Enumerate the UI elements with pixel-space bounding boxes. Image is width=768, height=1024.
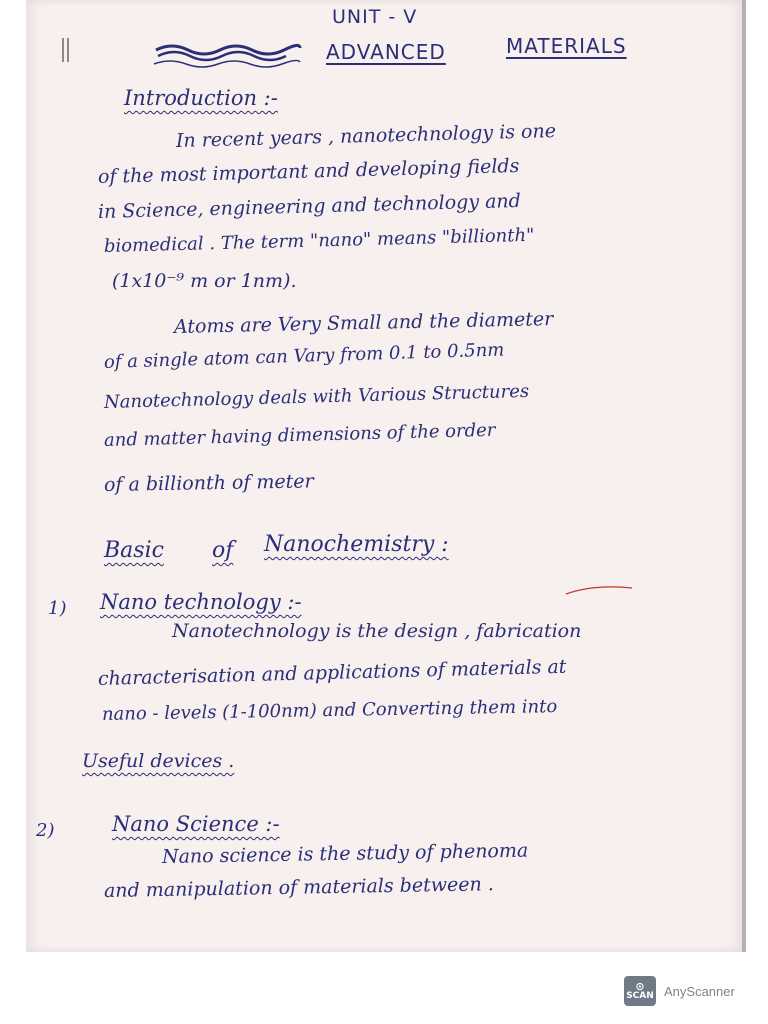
title-materials: MATERIALS	[506, 34, 627, 58]
atoms-line-1: Atoms are Very Small and the diameter	[173, 308, 554, 338]
intro-line-2: of the most important and developing fields	[97, 154, 520, 188]
scanner-logo-icon: ⊙ SCAN	[624, 976, 656, 1006]
intro-line-4: biomedical . The term "nano" means "billionth"	[103, 224, 535, 257]
crossed-out-word	[152, 36, 302, 68]
page-edge-shadow	[742, 0, 746, 952]
basic-heading-nanochemistry: Nanochemistry :	[264, 532, 449, 557]
unit-label: UNIT - V	[332, 6, 418, 28]
basic-heading-of: of	[212, 538, 234, 563]
item2-line-1: Nano science is the study of phenoma	[161, 839, 529, 868]
item1-line-1: Nanotechnology is the design , fabrication	[172, 620, 582, 642]
introduction-heading: Introduction :-	[124, 86, 278, 110]
red-pen-mark	[564, 582, 634, 598]
item2-line-2: and manipulation of materials between .	[103, 873, 494, 902]
atoms-line-2: of a single atom can Vary from 0.1 to 0.5nm	[103, 339, 505, 373]
binder-holes-mark	[60, 36, 72, 64]
scanned-page	[26, 0, 742, 952]
anyscanner-watermark	[624, 976, 735, 1006]
item1-line-4: Useful devices .	[82, 750, 235, 772]
watermark-brand: AnyScanner	[664, 983, 735, 999]
scanner-logo-text: SCAN	[626, 991, 654, 1001]
title-advanced: ADVANCED	[326, 40, 446, 64]
item2-number: 2)	[36, 820, 55, 841]
intro-line-5: (1x10⁻⁹ m or 1nm).	[112, 270, 297, 292]
atoms-line-5: of a billionth of meter	[103, 470, 314, 496]
item2-heading: Nano Science :-	[112, 812, 280, 836]
basic-heading-word: Basic	[104, 538, 164, 563]
atoms-line-4: and matter having dimensions of the order	[103, 419, 496, 451]
item1-heading: Nano technology :-	[100, 590, 302, 614]
atoms-line-3: Nanotechnology deals with Various Structures	[103, 380, 530, 413]
item1-number: 1)	[48, 598, 67, 619]
item1-line-3: nano - levels (1-100nm) and Converting them into	[101, 696, 558, 725]
intro-line-3: in Science, engineering and technology and	[97, 189, 522, 223]
item1-line-2: characterisation and applications of materials at	[97, 655, 567, 690]
intro-line-1: In recent years , nanotechnology is one	[175, 120, 557, 152]
